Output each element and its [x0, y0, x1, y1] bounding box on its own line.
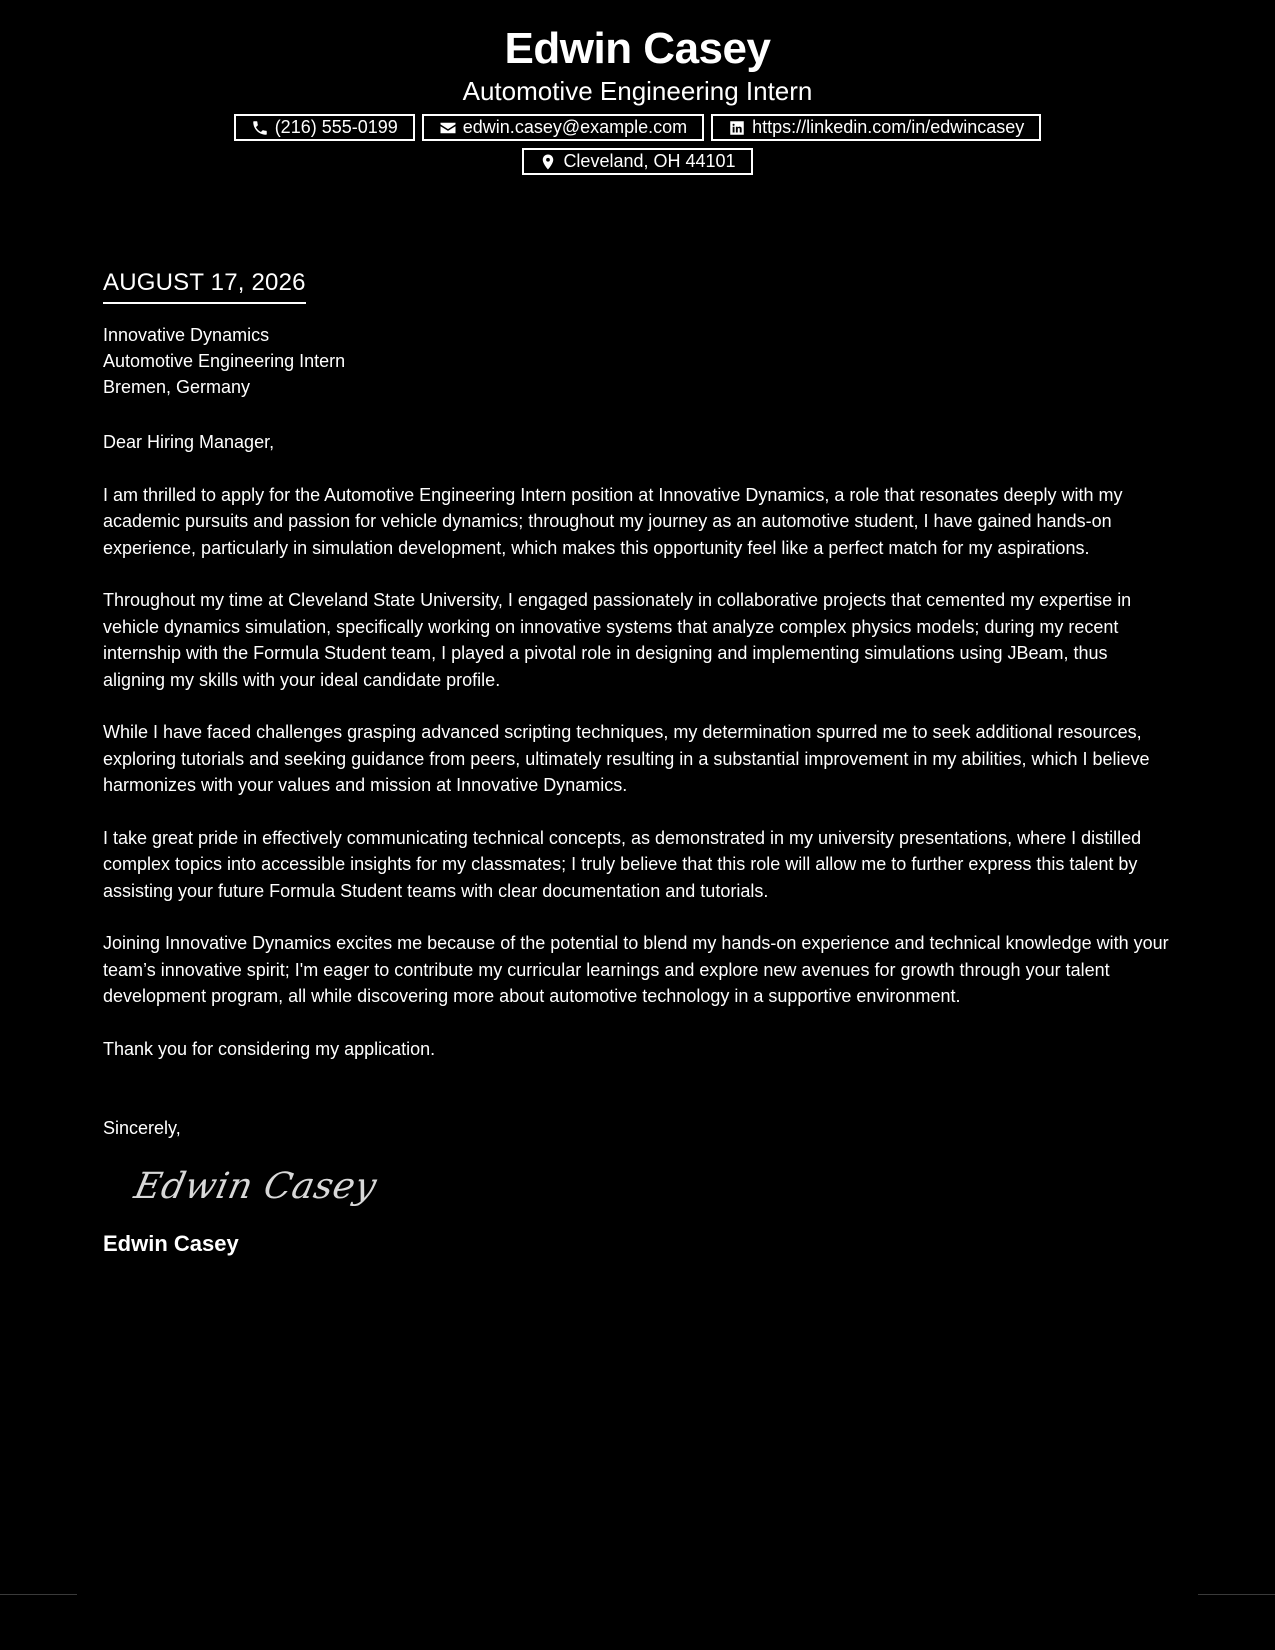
recipient-block: [103, 322, 1173, 400]
recipient-location: Bremen, Germany: [103, 377, 251, 397]
location-text: Cleveland, OH 44101: [563, 151, 736, 171]
envelope-icon: [439, 119, 457, 137]
location-contact[interactable]: [522, 148, 752, 175]
phone-contact[interactable]: [234, 114, 415, 141]
phone-icon: [251, 119, 269, 137]
map-pin-icon: [539, 153, 557, 171]
letter-header: [0, 22, 1275, 175]
signer-name: Edwin Casey: [103, 1230, 239, 1256]
salutation: Dear Hiring Manager,: [103, 432, 275, 452]
linkedin-text: https://linkedin.com/in/edwincasey: [752, 117, 1025, 137]
handwritten-signature: Edwin Casey: [130, 1165, 381, 1207]
body-paragraph: Joining Innovative Dynamics excites me because of the potential to blend my hands-on experience and technical knowledge with your team’s innovative spirit; I'm eager to contribute my curricular learnings and explore new avenues for growth through your talent development program, all while discovering more about automotive technology in a supportive environment.: [103, 933, 1169, 1006]
linkedin-icon: [728, 119, 746, 137]
body-paragraph: Throughout my time at Cleveland State University, I engaged passionately in collaborative projects that cemented my expertise in vehicle dynamics simulation, specifically working on innovative systems that analyze complex physics models; during my recent internship with the Formula Student team, I played a pivotal role in designing and implementing simulations using JBeam, thus aligning my skills with your ideal candidate profile.: [103, 590, 1132, 690]
footer-divider-right: [1198, 1594, 1275, 1595]
email-contact[interactable]: [422, 114, 704, 141]
recipient-position: Automotive Engineering Intern: [103, 351, 346, 371]
contact-row-location: [0, 148, 1275, 175]
applicant-title: Automotive Engineering Intern: [462, 76, 813, 106]
email-text: edwin.casey@example.com: [462, 117, 688, 137]
phone-text: (216) 555-0199: [274, 117, 398, 137]
letter-body: [103, 266, 1173, 1259]
contact-row: [0, 114, 1275, 141]
applicant-name: Edwin Casey: [504, 24, 771, 73]
recipient-company: Innovative Dynamics: [103, 325, 270, 345]
body-paragraph: I am thrilled to apply for the Automotive Engineering Intern position at Innovative Dynamics, a role that resonates deeply with my academic pursuits and passion for vehicle dynamics; throughout my journey as an automotive student, I have gained hands-on experience, particularly in simulation development, which makes this opportunity feel like a perfect match for my aspirations.: [103, 484, 1123, 558]
thank-you-line: Thank you for considering my application.: [103, 1038, 436, 1059]
body-paragraph: While I have faced challenges grasping advanced scripting techniques, my determination spurred me to seek additional resources, exploring tutorials and seeking guidance from peers, ultimately resulting in a substantial improvement in my abilities, which I believe harmonizes with your values and mission at Innovative Dynamics.: [103, 722, 1150, 795]
body-paragraph: I take great pride in effectively communicating technical concepts, as demonstrated in my university presentations, where I distilled complex topics into accessible insights for my classmates; I truly believe that this role will allow me to further express this talent by assisting your future Formula Student teams with clear documentation and tutorials.: [103, 827, 1142, 901]
closing: Sincerely,: [103, 1118, 181, 1138]
letter-date: AUGUST 17, 2026: [103, 266, 306, 304]
footer-divider-left: [0, 1594, 77, 1595]
linkedin-contact[interactable]: [711, 114, 1041, 141]
